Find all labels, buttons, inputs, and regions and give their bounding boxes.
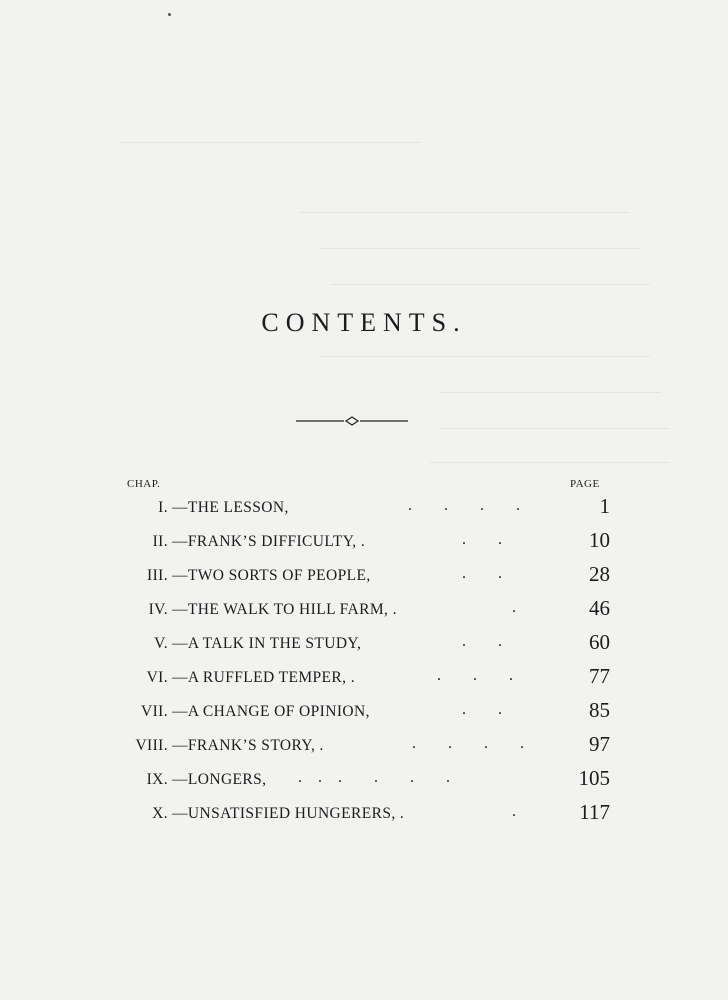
leader-dots: . . . [437,667,513,684]
leader-dots: . [512,599,516,616]
page-number: 10 [589,528,610,552]
chapter-number: VI. [146,669,168,686]
toc-row [0,629,728,663]
toc-row [0,731,728,765]
leader-dots: . . [462,633,502,650]
leader-dots: . . . . . . [298,769,450,786]
leader-dots: . . [462,701,502,718]
leader-dots: . . . . [412,735,524,752]
toc-row [0,765,728,799]
page-number: 77 [589,664,610,688]
page-number: 60 [589,630,610,654]
paper-speck [168,13,171,16]
leader-dots: . [512,803,516,820]
page-number: 1 [599,494,610,518]
leader-dots: . . . . [408,497,520,514]
leader-dots: . . [462,531,502,548]
toc-row [0,595,728,629]
chapter-number: X. [152,805,168,822]
chapter-title: —A RUFFLED TEMPER, . [172,669,355,686]
page-number: 46 [589,596,610,620]
toc-row [0,663,728,697]
page-number: 97 [589,732,610,756]
chapter-title: —A TALK IN THE STUDY, [172,635,362,652]
chapter-title: —THE WALK TO HILL FARM, . [172,601,397,618]
page-column-header: PAGE [570,478,600,490]
chapter-number: VIII. [135,737,168,754]
toc-row [0,799,728,833]
chapter-number: VII. [141,703,168,720]
page-number: 28 [589,562,610,586]
chapter-title: —FRANK’S DIFFICULTY, . [172,533,366,550]
page-number: 85 [589,698,610,722]
toc-row [0,527,728,561]
chapter-title: —TWO SORTS OF PEOPLE, [172,567,371,584]
chapter-column-header: CHAP. [127,478,161,490]
ornament-divider-icon [296,413,408,429]
toc-row [0,561,728,595]
chapter-title: —UNSATISFIED HUNGERERS, . [172,805,405,822]
chapter-number: IX. [146,771,168,788]
chapter-number: V. [154,635,168,652]
chapter-number: II. [152,533,168,550]
chapter-title: —LONGERS, [172,771,267,788]
chapter-number: III. [147,567,168,584]
chapter-title: —A CHANGE OF OPINION, [172,703,370,720]
leader-dots: . . [462,565,502,582]
toc-row [0,697,728,731]
chapter-number: IV. [148,601,168,618]
chapter-number: I. [158,499,168,516]
chapter-title: —FRANK’S STORY, . [172,737,324,754]
page-number: 105 [578,766,610,790]
page-number: 117 [579,800,610,824]
toc-row [0,493,728,527]
chapter-title: —THE LESSON, [172,499,289,516]
page-title: CONTENTS. [261,308,467,337]
